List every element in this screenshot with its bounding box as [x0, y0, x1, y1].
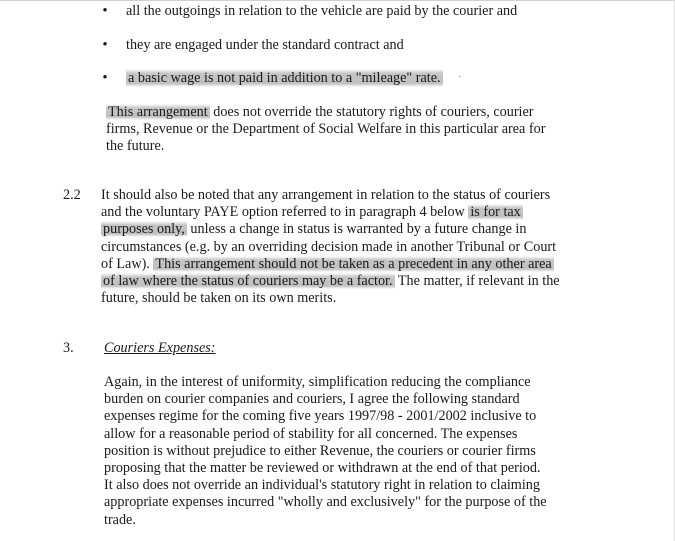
section-3-paragraph: Again, in the interest of uniformity, simplification reducing the compliance burden on courier companies and couriers, I agree the following standard expenses regime for the coming five years 1997/98 - 2001/2002 inclusive to allow for a reasonable period of stability for all concerned. The expenses position is without prejudice to either Revenue, the couriers or courier firms proposing that the matter be reviewed or withdrawn at the end of that period. It also does not override an individual's statutory right in relation to claiming appropriate expenses incurred "wholly and exclusively" for the purpose of the trade.: [104, 374, 547, 528]
bullet-text-highlighted: a basic wage is not paid in addition to a "mileage" rate.: [128, 70, 441, 86]
bullet-dot: •: [102, 37, 108, 53]
section-number: 3.: [63, 340, 74, 356]
bullet-dot: •: [102, 70, 108, 86]
highlight-text: of law where the status of couriers may be a factor.: [103, 273, 393, 290]
page-edge-top: [0, 0, 675, 1]
bullet-dot: •: [102, 3, 108, 19]
note-paragraph: This arrangement does not override the statutory rights of couriers, courier firms, Revenue or the Department of Social Welfare in this particular area for the future.: [106, 104, 546, 155]
section-heading: Couriers Expenses:: [104, 340, 216, 356]
bullet-text: they are engaged under the standard contract and: [126, 37, 404, 53]
section-number: 2.2: [63, 187, 81, 203]
highlight-text: This arrangement should not be taken as a precedent in any other area: [155, 255, 552, 272]
highlight-text: is for tax: [470, 204, 521, 221]
section-2-2-paragraph: It should also be noted that any arrangement in relation to the status of couriers and the voluntary PAYE option referred to in paragraph 4 below is for tax purposes only, unless a change in status is warranted by a future change in circumstances (e.g. by an overriding decision made in another Tribunal or Court of Law). This arrangement should not be taken as a precedent in any other area of law where the status of couriers may be a factor. The matter, if relevant in the future, should be taken on its own merits.: [101, 187, 560, 307]
bullet-text: all the outgoings in relation to the vehicle are paid by the courier and: [126, 3, 518, 19]
highlight-text: This arrangement: [108, 104, 208, 120]
scan-speck: ·: [458, 72, 462, 83]
highlight-text: purposes only,: [103, 221, 185, 238]
